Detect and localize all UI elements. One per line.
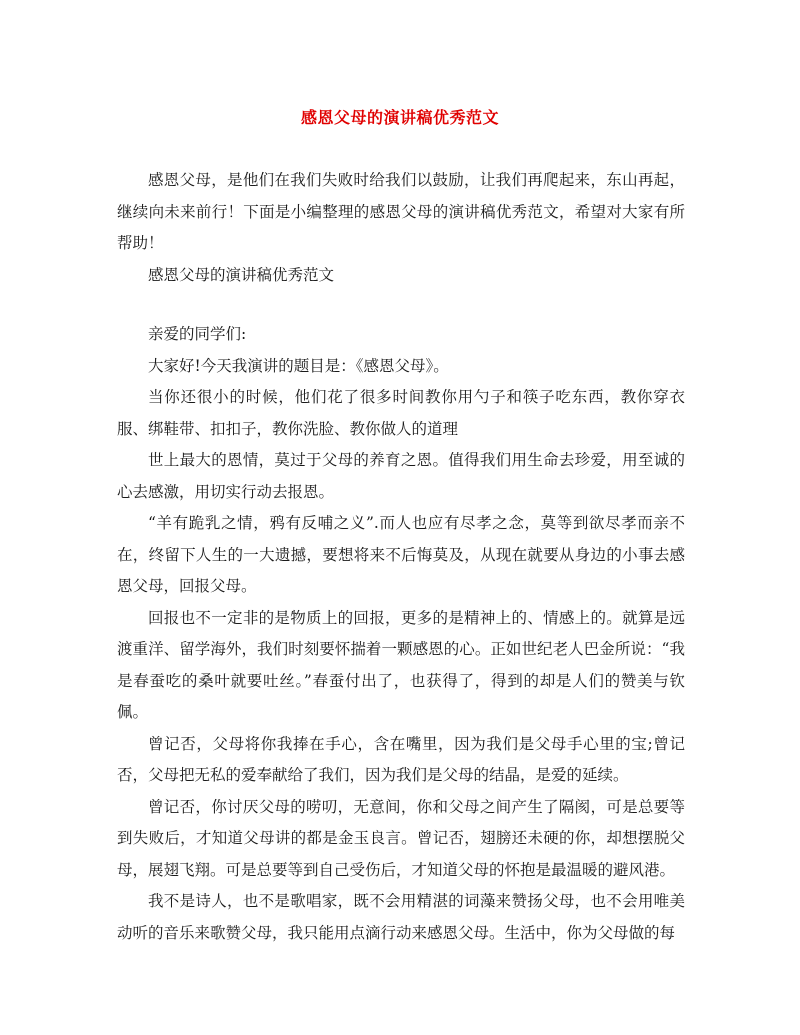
greeting-paragraph: 大家好!今天我演讲的题目是：《感恩父母》。 (148, 356, 449, 375)
body-paragraph: 曾记否，父母将你我捧在手心，含在嘴里，因为我们是父母手心里的宝;曾记否，父母把无私的爱奉献给了我们，因为我们是父母的结晶，是爱的延续。 (117, 734, 685, 784)
body-paragraph: 回报也不一定非的是物质上的回报，更多的是精神上的、情感上的。就算是远渡重洋、留学海外，我们时刻要怀揣着一颗感恩的心。正如世纪老人巴金所说：“我是春蚕吃的桑叶就要吐丝。”春蚕付出了，也获得了，得到的却是人们的赞美与钦佩。 (117, 608, 685, 721)
body-paragraph: 我不是诗人，也不是歌唱家，既不会用精湛的词藻来赞扬父母，也不会用唯美动听的音乐来歌赞父母，我只能用点滴行动来感恩父母。生活中，你为父母做的每 (117, 892, 685, 942)
section-heading: 感恩父母的演讲稿优秀范文 (148, 265, 335, 284)
body-paragraph: 世上最大的恩情，莫过于父母的养育之恩。值得我们用生命去珍爱，用至诚的心去感激，用切实行动去报恩。 (117, 451, 685, 501)
body-paragraph: “羊有跪乳之情，鸦有反哺之义”.而人也应有尽孝之念，莫等到欲尽孝而亲不在，终留下人生的一大遗撼，要想将来不后悔莫及，从现在就要从身边的小事去感恩父母，回报父母。 (117, 514, 685, 595)
intro-paragraph: 感恩父母，是他们在我们失败时给我们以鼓励，让我们再爬起来，东山再起，继续向未来前行！下面是小编整理的感恩父母的演讲稿优秀范文，希望对大家有所帮助！ (117, 171, 685, 252)
document-body (117, 165, 685, 949)
salutation: 亲爱的同学们: (148, 325, 247, 343)
document-title: 感恩父母的演讲稿优秀范文 (300, 108, 499, 127)
body-paragraph: 当你还很小的时候，他们花了很多时间教你用勺子和筷子吃东西，教你穿衣服、绑鞋带、扣扣子，教你洗脸、教你做人的道理 (117, 388, 685, 438)
body-paragraph: 曾记否，你讨厌父母的唠叨，无意间，你和父母之间产生了隔阂，可是总要等到失败后，才知道父母讲的都是金玉良言。曾记否，翅膀还未硬的你，却想摆脱父母，展翅飞翔。可是总要等到自己受伤后，才知道父母的怀抱是最温暖的避风港。 (117, 797, 685, 879)
spacer (117, 291, 685, 319)
